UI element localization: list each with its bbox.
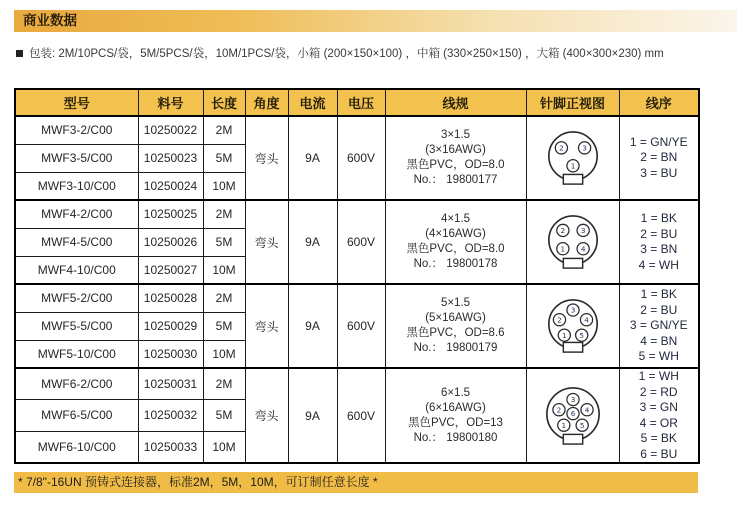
model-cell: MWF4-2/C00	[15, 200, 138, 228]
packaging-text: 包装: 2M/10PCS/袋，5M/5PCS/袋，10M/1PCS/袋，小箱 (200×150×100) ，中箱 (330×250×150) ，大箱 (400×300×230) mm	[29, 48, 664, 60]
table-row	[15, 116, 699, 144]
part-number-cell: 10250032	[138, 400, 203, 432]
pin-diagram-3pin	[544, 127, 602, 189]
svg-text:1: 1	[561, 330, 567, 340]
part-number-cell: 10250027	[138, 256, 203, 284]
length-cell: 2M	[203, 368, 245, 400]
voltage-cell: 600V	[337, 368, 385, 463]
header-wire-spec: 线规	[385, 89, 526, 116]
square-bullet-icon	[16, 50, 23, 57]
length-cell: 10M	[203, 256, 245, 284]
svg-text:4: 4	[584, 404, 589, 414]
pin-diagram-6pin	[543, 384, 603, 448]
svg-text:1: 1	[560, 244, 565, 254]
model-cell: MWF3-10/C00	[15, 172, 138, 200]
wire-sequence-cell: 1 = WH 2 = RD 3 = GN 4 = OR 5 = BK 6 = BU	[619, 368, 699, 463]
packaging-note	[16, 45, 740, 61]
svg-text:2: 2	[556, 404, 561, 414]
voltage-cell: 600V	[337, 284, 385, 368]
wire-spec-cell: 5×1.5 (5×16AWG) 黑色PVC，OD=8.6 No.： 19800179	[385, 284, 526, 368]
wire-sequence-cell: 1 = BK 2 = BU 3 = GN/YE 4 = BN 5 = WH	[619, 284, 699, 368]
svg-text:5: 5	[578, 330, 584, 340]
pin-diagram-4pin	[544, 211, 602, 273]
product-spec-table	[14, 88, 700, 464]
svg-text:2: 2	[558, 143, 564, 153]
svg-text:5: 5	[579, 420, 585, 430]
pin-view-cell	[526, 200, 619, 284]
model-cell: MWF3-5/C00	[15, 144, 138, 172]
header-current: 电流	[288, 89, 337, 116]
part-number-cell: 10250030	[138, 340, 203, 368]
wire-sequence-cell: 1 = GN/YE 2 = BN 3 = BU	[619, 116, 699, 200]
header-wire-sequence: 线序	[619, 89, 699, 116]
part-number-cell: 10250024	[138, 172, 203, 200]
current-cell: 9A	[288, 368, 337, 463]
model-cell: MWF3-2/C00	[15, 116, 138, 144]
length-cell: 10M	[203, 431, 245, 463]
page-title: 商业数据	[23, 13, 77, 28]
model-cell: MWF5-10/C00	[15, 340, 138, 368]
svg-text:3: 3	[581, 143, 587, 153]
part-number-cell: 10250031	[138, 368, 203, 400]
model-cell: MWF5-2/C00	[15, 284, 138, 312]
angle-cell: 弯头	[245, 284, 288, 368]
svg-text:4: 4	[580, 244, 585, 254]
angle-cell: 弯头	[245, 200, 288, 284]
length-cell: 2M	[203, 284, 245, 312]
pin-view-cell	[526, 368, 619, 463]
svg-text:6: 6	[570, 408, 575, 418]
angle-cell: 弯头	[245, 368, 288, 463]
length-cell: 5M	[203, 228, 245, 256]
svg-text:1: 1	[560, 420, 566, 430]
svg-text:3: 3	[570, 394, 575, 404]
header-voltage: 电压	[337, 89, 385, 116]
part-number-cell: 10250026	[138, 228, 203, 256]
length-cell: 2M	[203, 200, 245, 228]
model-cell: MWF4-5/C00	[15, 228, 138, 256]
pin-diagram-5pin	[544, 295, 602, 357]
part-number-cell: 10250029	[138, 312, 203, 340]
svg-text:2: 2	[556, 315, 562, 325]
model-cell: MWF4-10/C00	[15, 256, 138, 284]
part-number-cell: 10250033	[138, 431, 203, 463]
table-header-row	[15, 89, 699, 116]
table-row	[15, 200, 699, 228]
voltage-cell: 600V	[337, 200, 385, 284]
model-cell: MWF6-2/C00	[15, 368, 138, 400]
length-cell: 10M	[203, 340, 245, 368]
length-cell: 5M	[203, 312, 245, 340]
svg-text:3: 3	[570, 305, 575, 315]
current-cell: 9A	[288, 200, 337, 284]
header-model: 型号	[15, 89, 138, 116]
header-pin-front-view: 针脚正视图	[526, 89, 619, 116]
section-title-bar	[14, 10, 737, 32]
pin-view-cell	[526, 284, 619, 368]
wire-sequence-cell: 1 = BK 2 = BU 3 = BN 4 = WH	[619, 200, 699, 284]
header-part-number: 料号	[138, 89, 203, 116]
length-cell: 5M	[203, 400, 245, 432]
footnote-bar	[14, 472, 698, 493]
model-cell: MWF5-5/C00	[15, 312, 138, 340]
model-cell: MWF6-5/C00	[15, 400, 138, 432]
length-cell: 5M	[203, 144, 245, 172]
length-cell: 2M	[203, 116, 245, 144]
part-number-cell: 10250028	[138, 284, 203, 312]
footnote-text: * 7/8"-16UN 预铸式连接器，标准2M，5M，10M，可订制任意长度 *	[18, 475, 378, 489]
current-cell: 9A	[288, 284, 337, 368]
svg-text:1: 1	[570, 161, 575, 171]
part-number-cell: 10250022	[138, 116, 203, 144]
wire-spec-cell: 4×1.5 (4×16AWG) 黑色PVC，OD=8.0 No.： 19800178	[385, 200, 526, 284]
table-row	[15, 284, 699, 312]
model-cell: MWF6-10/C00	[15, 431, 138, 463]
wire-spec-cell: 3×1.5 (3×16AWG) 黑色PVC，OD=8.0 No.： 19800177	[385, 116, 526, 200]
length-cell: 10M	[203, 172, 245, 200]
svg-text:3: 3	[580, 226, 585, 236]
header-length: 长度	[203, 89, 245, 116]
part-number-cell: 10250025	[138, 200, 203, 228]
part-number-cell: 10250023	[138, 144, 203, 172]
table-row	[15, 368, 699, 400]
wire-spec-cell: 6×1.5 (6×16AWG) 黑色PVC，OD=13 No.： 19800180	[385, 368, 526, 463]
svg-text:4: 4	[583, 315, 589, 325]
svg-text:2: 2	[560, 226, 565, 236]
voltage-cell: 600V	[337, 116, 385, 200]
current-cell: 9A	[288, 116, 337, 200]
header-angle: 角度	[245, 89, 288, 116]
pin-view-cell	[526, 116, 619, 200]
angle-cell: 弯头	[245, 116, 288, 200]
